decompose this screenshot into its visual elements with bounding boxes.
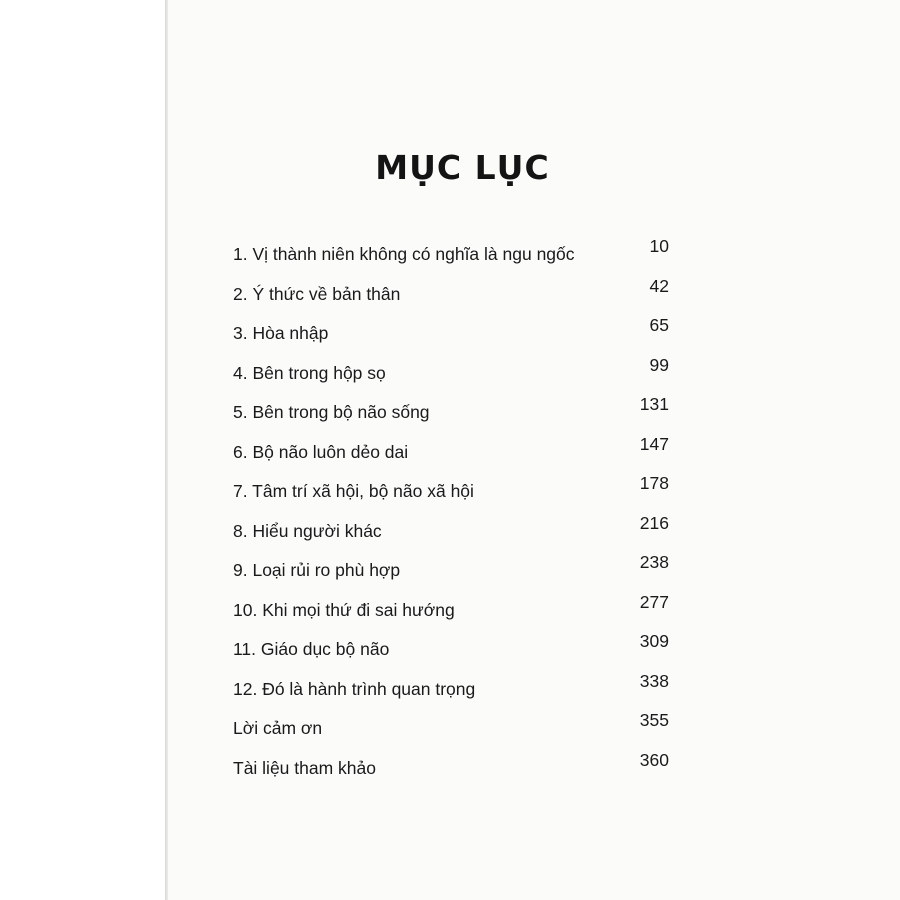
toc-entry-page: 216 (639, 512, 669, 533)
toc-entry (233, 710, 669, 750)
toc-entry-title: 5. Bên trong bộ não sống (233, 402, 430, 422)
toc-entry-page: 10 (649, 236, 669, 256)
toc-entry (233, 631, 669, 671)
toc-entry-title: 1. Vị thành niên không có nghĩa là ngu ngốc (233, 244, 575, 264)
toc-entry-page: 309 (639, 631, 669, 651)
toc-entry-title: 2. Ý thức về bản thân (233, 283, 401, 304)
toc-entry (233, 315, 669, 355)
toc-entry-page: 238 (639, 552, 669, 572)
toc-entry (233, 355, 669, 395)
toc-entry (233, 276, 669, 316)
toc-entry-page: 338 (639, 670, 669, 691)
toc-entry (233, 592, 669, 632)
toc-entry-page: 65 (649, 315, 669, 335)
toc-entry (233, 671, 669, 711)
toc-entry (233, 513, 669, 553)
toc-entry-page: 131 (639, 394, 669, 414)
toc-entry (233, 394, 669, 434)
toc-entry-page: 277 (639, 591, 669, 612)
toc-entry-title: 6. Bộ não luôn dẻo dai (233, 441, 409, 462)
page-title: MỤC LỤC (375, 148, 550, 187)
toc-entry-title: 10. Khi mọi thứ đi sai hướng (233, 599, 455, 620)
toc-entry-title: 3. Hòa nhập (233, 323, 329, 343)
toc-entry-page: 42 (649, 275, 669, 296)
toc-entry (233, 434, 669, 474)
toc-entry-title: 4. Bên trong hộp sọ (233, 362, 386, 383)
toc-entry-title: 11. Giáo dục bộ não (233, 639, 390, 659)
toc-entry-page: 99 (649, 354, 669, 375)
toc-entry (233, 236, 669, 276)
table-of-contents (233, 236, 669, 789)
toc-entry-title: 12. Đó là hành trình quan trọng (233, 678, 476, 699)
toc-entry-page: 355 (639, 710, 669, 730)
toc-entry-page: 178 (639, 473, 669, 493)
toc-entry-page: 360 (639, 749, 669, 770)
toc-entry-title: Tài liệu tham khảo (233, 757, 376, 778)
toc-entry (233, 750, 669, 790)
toc-entry (233, 473, 669, 513)
toc-entry (233, 552, 669, 592)
toc-entry-title: 8. Hiểu người khác (233, 520, 382, 541)
toc-entry-title: 9. Loại rủi ro phù hợp (233, 560, 401, 580)
toc-entry-title: 7. Tâm trí xã hội, bộ não xã hội (233, 481, 474, 501)
toc-entry-page: 147 (639, 433, 669, 454)
toc-entry-title: Lời cảm ơn (233, 718, 323, 738)
